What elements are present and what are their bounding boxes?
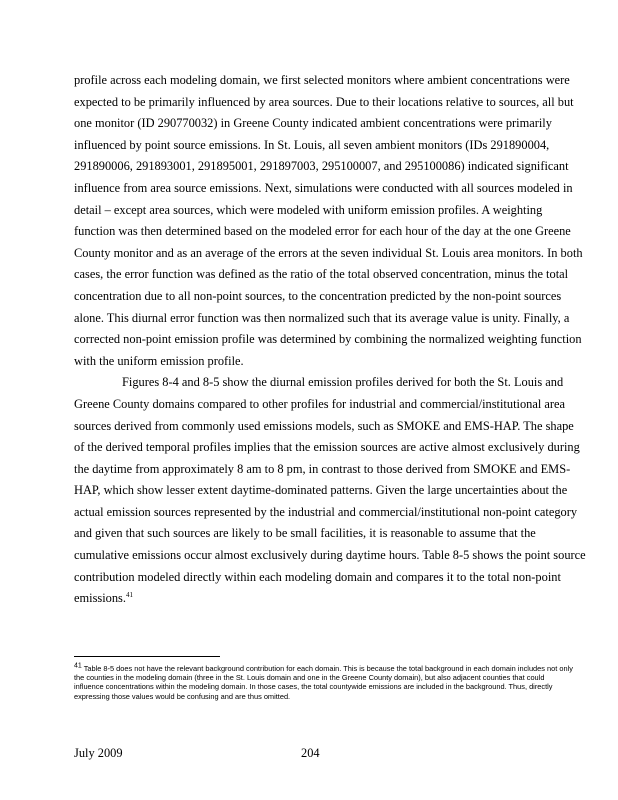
footnote-number: 41 bbox=[74, 662, 82, 670]
footnote-text: Table 8-5 does not have the relevant background contribution for each domain. This is because the total background in each domain includes not only the counties in the modeling domain (three in the St. Louis domain and one in the Greene County domain), but also adjacent counties that could influence concentrations within the modeling domain. In those cases, the total countywide emissions are included in the background. Thus, directly expressing those values would be confusing and are thus omitted. bbox=[74, 664, 573, 701]
footnote-reference: 41 bbox=[125, 591, 133, 600]
body-text bbox=[74, 70, 586, 610]
footer-date: July 2009 bbox=[74, 746, 123, 760]
footnote bbox=[74, 664, 574, 701]
footnote-separator bbox=[74, 656, 220, 657]
page-number: 204 bbox=[301, 746, 320, 760]
paragraph-2-text: Figures 8-4 and 8-5 show the diurnal emission profiles derived for both the St. Louis and Greene County domains compared to other profiles for industrial and commercial/institutional area sources derived from commonly used emissions models, such as SMOKE and EMS-HAP. The shape of the derived temporal profiles implies that the emission sources are active almost exclusively during the daytime from approximately 8 am to 8 pm, in contrast to those derived from SMOKE and EMS-HAP, which show lesser extent daytime-dominated patterns. Given the large uncertainties about the actual emission sources represented by the industrial and commercial/institutional non-point category and given that such sources are likely to be small facilities, it is reasonable to assume that the cumulative emissions occur almost exclusively during daytime hours. Table 8-5 shows the point source contribution modeled directly within each modeling domain and compares it to the total non-point emissions. bbox=[74, 375, 586, 606]
paragraph-1: profile across each modeling domain, we first selected monitors where ambient concentrations were expected to be primarily influenced by area sources. Due to their locations relative to sources, all but one monitor (ID 290770032) in Greene County indicated ambient concentrations were primarily influenced by point source emissions. In St. Louis, all seven ambient monitors (IDs 291890004, 291890006, 291893001, 291895001, 291897003, 295100007, and 295100086) indicated significant influence from area source emissions. Next, simulations were conducted with all sources modeled in detail – except area sources, which were modeled with uniform emission profiles. A weighting function was then determined based on the modeled error for each hour of the day at the one Greene County monitor and as an average of the errors at the seven individual St. Louis area monitors. In both cases, the error function was defined as the ratio of the total observed concentration, minus the total concentration due to all non-point sources, to the concentration predicted by the non-point sources alone. This diurnal error function was then normalized such that its average value is unity. Finally, a corrected non-point emission profile was determined by combining the normalized weighting function with the uniform emission profile. bbox=[74, 73, 583, 368]
paragraph-2 bbox=[74, 372, 586, 610]
